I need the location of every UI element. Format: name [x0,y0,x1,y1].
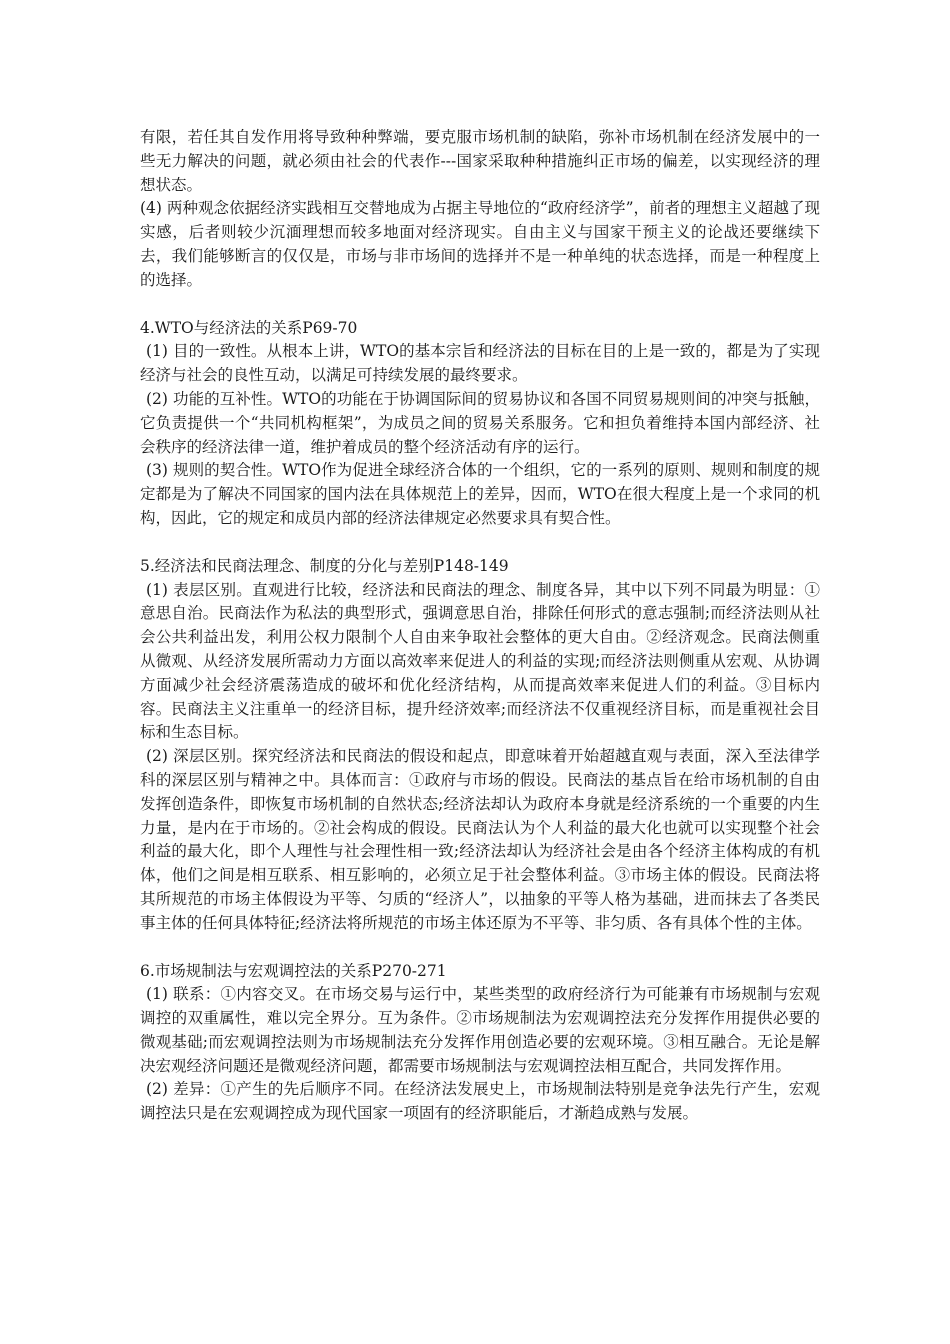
document-page [140,126,820,1126]
list-item: (1) 表层区别。直观进行比较，经济法和民商法的理念、制度各异，其中以下列不同最为明显：①意思自治。民商法作为私法的典型形式，强调意思自治，排除任何形式的意志强制;而经济法则从社会公共利益出发，利用公权力限制个人自由来争取社会整体的更大自由。②经济观念。民商法侧重从微观、从经济发展所需动力方面以高效率来促进人的利益的实现;而经济法则侧重从宏观、从协调方面减少社会经济震荡造成的破坏和优化经济结构，从而提高效率来促进人们的利益。③目标内容。民商法主义注重单一的经济目标，提升经济效率;而经济法不仅重视经济目标，而是重视社会目标和生态目标。 [140,580,820,742]
body-paragraph: (4) 两种观念依据经济实践相互交替地成为占据主导地位的“政府经济学”，前者的理想主义超越了现实感，后者则较少沉湎理想而较多地面对经济现实。自由主义与国家干预主义的论战还要继续下去，我们能够断言的仅仅是，市场与非市场间的选择并不是一种单纯的状态选择，而是一种程度上的选择。 [140,199,820,289]
list-item: (1) 目的一致性。从根本上讲，WTO的基本宗旨和经济法的目标在目的上是一致的，都是为了实现经济与社会的良性互动，以满足可持续发展的最终要求。 [140,342,820,385]
list-item: (1) 联系：①内容交叉。在市场交易与运行中，某些类型的政府经济行为可能兼有市场规制与宏观调控的双重属性，难以完全界分。互为条件。②市场规制法为宏观调控法充分发挥作用提供必要的微观基础;而宏观调控法则为市场规制法充分发挥作用创造必要的宏观环境。③相互融合。无论是解决宏观经济问题还是微观经济问题，都需要市场规制法与宏观调控法相互配合，共同发挥作用。 [140,985,820,1075]
list-item: (3) 规则的契合性。WTO作为促进全球经济合体的一个组织，它的一系列的原则、规则和制度的规定都是为了解决不同国家的国内法在具体规范上的差异，因而，WTO在很大程度上是一个求同的机构，因此，它的规定和成员内部的经济法律规定必然要求具有契合性。 [140,461,820,527]
body-paragraph: 有限，若任其自发作用将导致种种弊端，要克服市场机制的缺陷，弥补市场机制在经济发展中的一些无力解决的问题，就必须由社会的代表作---国家采取种种措施纠正市场的偏差，以实现经济的理想状态。 [140,128,820,194]
list-item: (2) 深层区别。探究经济法和民商法的假设和起点，即意味着开始超越直观与表面，深入至法律学科的深层区别与精神之中。具体而言：①政府与市场的假设。民商法的基点旨在给市场机制的自由发挥创造条件，即恢复市场机制的自然状态;经济法却认为政府本身就是经济系统的一个重要的内生力量，是内在于市场的。②社会构成的假设。民商法认为个人利益的最大化也就可以实现整个社会利益的最大化，即个人理性与社会理性相一致;经济法却认为经济社会是由各个经济主体构成的有机体，他们之间是相互联系、相互影响的，必须立足于社会整体利益。③市场主体的假设。民商法将其所规范的市场主体假设为平等、匀质的“经济人”，以抽象的平等人格为基础，进而抹去了各类民事主体的任何具体特征;经济法将所规范的市场主体还原为不平等、非匀质、各有具体个性的主体。 [140,747,820,932]
section-heading: 6.市场规制法与宏观调控法的关系P270-271 [140,961,447,980]
list-item: (2) 差异：①产生的先后顺序不同。在经济法发展史上，市场规制法特别是竞争法先行产生，宏观调控法只是在宏观调控成为现代国家一项固有的经济职能后，才渐趋成熟与发展。 [140,1080,820,1123]
section-heading: 4.WTO与经济法的关系P69-70 [140,318,358,337]
list-item: (2) 功能的互补性。WTO的功能在于协调国际间的贸易协议和各国不同贸易规则间的冲突与抵触，它负责提供一个“共同机构框架”，为成员之间的贸易关系服务。它和担负着维持本国内部经济、社会秩序的经济法律一道，维护着成员的整个经济活动有序的运行。 [140,389,820,456]
section-heading: 5.经济法和民商法理念、制度的分化与差别P148-149 [140,556,509,575]
